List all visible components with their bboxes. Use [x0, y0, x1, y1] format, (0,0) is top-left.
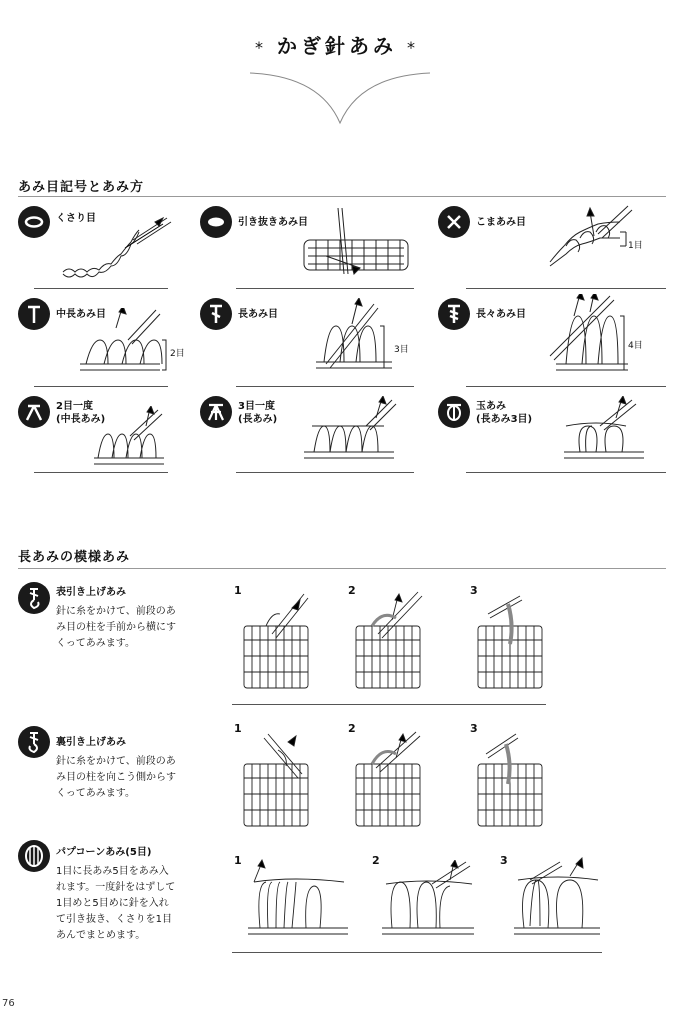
- stitch-label-line1: 3目一度: [238, 401, 275, 412]
- tr-diagram: [540, 294, 640, 378]
- stitch-label-line1: 2目一度: [56, 401, 93, 412]
- front-post-step1-diagram: [240, 590, 320, 694]
- row-count: 4目: [628, 341, 643, 351]
- desc-line: 1目めと5目めに針を入れ: [56, 898, 169, 909]
- bobble-diagram: [560, 396, 650, 466]
- single-crochet-diagram: [540, 202, 640, 276]
- desc-line: くってあみます。: [56, 638, 135, 649]
- pattern-description: [56, 604, 176, 652]
- stitch-label-line2: (長あみ): [238, 414, 278, 425]
- chain-diagram: [55, 212, 185, 280]
- front-post-step2-diagram: [352, 590, 432, 694]
- stitch-label-line2: (長あみ3目): [476, 414, 533, 425]
- stitch-label: 引き抜きあみ目: [238, 217, 308, 228]
- dc3tog-icon: [200, 396, 232, 428]
- pattern-description: [56, 864, 175, 944]
- divider: [236, 472, 414, 473]
- stitch-label: 中長あみ目: [56, 309, 106, 320]
- star-icon: *: [407, 38, 419, 57]
- popcorn-step1-diagram: [244, 858, 356, 940]
- step-number: 3: [470, 722, 478, 735]
- divider: [236, 288, 414, 289]
- back-post-step2-diagram: [352, 728, 432, 832]
- section-rule: [18, 568, 666, 569]
- stitch-label: [238, 400, 277, 426]
- step-number: 2: [372, 854, 380, 867]
- pattern-title: 表引き上げあみ: [56, 587, 126, 598]
- slip-stitch-diagram: [296, 208, 416, 280]
- row-count: 1目: [628, 241, 643, 251]
- hdc-diagram: [76, 308, 176, 378]
- bobble-stitch-icon: [438, 396, 470, 428]
- stitch-label-line1: 玉あみ: [476, 401, 506, 412]
- hdc2tog-icon: [18, 396, 50, 428]
- step-number: 1: [234, 584, 242, 597]
- pattern-title: パプコーンあみ(5目): [56, 847, 152, 858]
- desc-line: くってあみます。: [56, 788, 135, 799]
- stitch-label-line2: (中長あみ): [56, 414, 106, 425]
- divider: [236, 386, 414, 387]
- desc-line: み目の柱を向こう側からす: [56, 772, 176, 783]
- title-ornament: [250, 68, 430, 128]
- double-crochet-icon: [200, 298, 232, 330]
- desc-line: あんでまとめます。: [56, 930, 146, 941]
- stitch-label: くさり目: [56, 213, 96, 224]
- step-number: 1: [234, 722, 242, 735]
- popcorn-step2-diagram: [378, 860, 480, 940]
- section-title: 長あみの模様あみ: [18, 550, 131, 565]
- page-number: 76: [2, 998, 15, 1009]
- hdc2tog-diagram: [90, 406, 170, 470]
- divider: [34, 288, 168, 289]
- desc-line: 針に糸をかけて、前段のあ: [56, 606, 176, 617]
- step-number: 3: [470, 584, 478, 597]
- step-number: 2: [348, 584, 356, 597]
- stitch-label: 長々あみ目: [476, 309, 526, 320]
- row-count: 2目: [170, 349, 185, 359]
- back-post-step1-diagram: [240, 728, 320, 832]
- stitch-label: 長あみ目: [238, 309, 278, 320]
- front-post-icon: [18, 582, 50, 614]
- divider: [466, 288, 666, 289]
- front-post-step3-diagram: [474, 590, 554, 694]
- slip-stitch-icon: [200, 206, 232, 238]
- section-title: あみ目記号とあみ方: [18, 180, 145, 195]
- back-post-step3-diagram: [474, 728, 554, 832]
- divider: [34, 472, 168, 473]
- step-number: 3: [500, 854, 508, 867]
- stitch-label: [476, 400, 532, 426]
- chain-stitch-icon: [18, 206, 50, 238]
- step-number: 1: [234, 854, 242, 867]
- stitch-label: こまあみ目: [476, 217, 526, 228]
- step-number: 2: [348, 722, 356, 735]
- desc-line: 針に糸をかけて、前段のあ: [56, 756, 176, 767]
- divider: [466, 472, 666, 473]
- single-crochet-icon: [438, 206, 470, 238]
- desc-line: れます。一度針をはずして: [56, 882, 176, 893]
- title-text: かぎ針あみ: [277, 34, 397, 58]
- divider: [232, 952, 602, 953]
- popcorn-stitch-icon: [18, 840, 50, 872]
- pattern-title: 裏引き上げあみ: [56, 737, 126, 748]
- treble-crochet-icon: [438, 298, 470, 330]
- popcorn-step3-diagram: [510, 856, 606, 940]
- page-title: [0, 30, 674, 59]
- row-count: 3目: [394, 345, 409, 355]
- desc-line: て引き抜き、くさりを1目: [56, 914, 172, 925]
- divider: [34, 386, 168, 387]
- dc3tog-diagram: [296, 396, 406, 466]
- desc-line: 1目に長あみ5目をあみ入: [56, 866, 169, 877]
- dc-diagram: [296, 298, 406, 374]
- desc-line: み目の柱を手前から横にす: [56, 622, 176, 633]
- pattern-description: [56, 754, 176, 802]
- divider: [466, 386, 666, 387]
- section-rule: [18, 196, 666, 197]
- back-post-icon: [18, 726, 50, 758]
- divider: [232, 704, 546, 705]
- star-icon: *: [255, 38, 267, 57]
- half-double-crochet-icon: [18, 298, 50, 330]
